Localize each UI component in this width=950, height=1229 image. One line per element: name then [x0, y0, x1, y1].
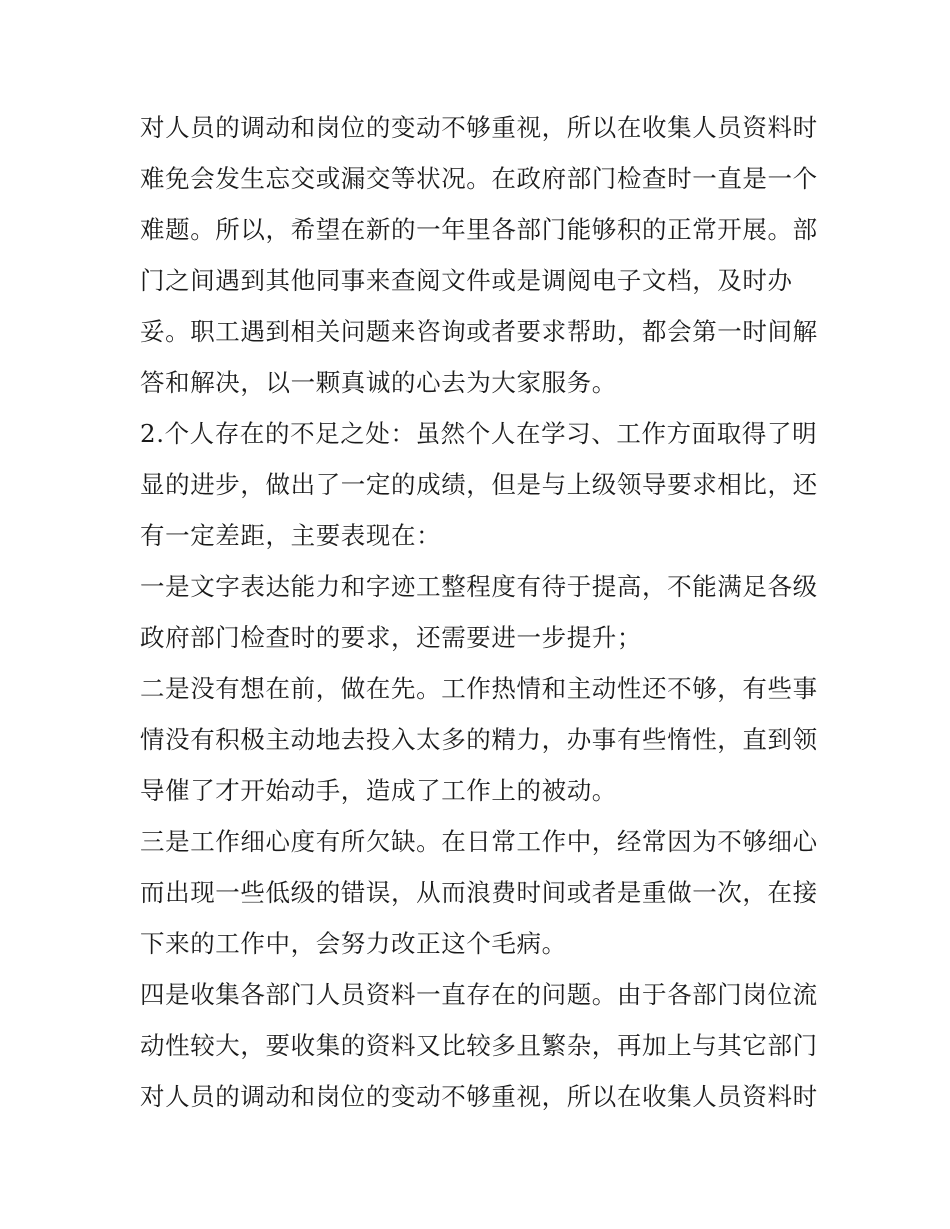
list-item-line: 四是收集各部门人员资料一直存在的问题。由于各部门岗位流	[140, 980, 818, 1009]
document-body	[140, 102, 820, 1122]
text-line: 情没有积极主动地去投入太多的精力，办事有些惰性，直到领	[140, 725, 818, 754]
list-item-line: 三是工作细心度有所欠缺。在日常工作中，经常因为不够细心	[140, 827, 818, 856]
text-line: 答和解决，以一颗真诚的心去为大家服务。	[140, 368, 617, 397]
text-line: 对人员的调动和岗位的变动不够重视，所以在收集人员资料时	[140, 1082, 818, 1111]
section-heading-line: 2.个人存在的不足之处：虽然个人在学习、工作方面取得了明	[140, 419, 818, 448]
text-line: 导催了才开始动手，造成了工作上的被动。	[140, 776, 617, 805]
text-line: 难免会发生忘交或漏交等状况。在政府部门检查时一直是一个	[140, 164, 818, 193]
text-line: 动性较大，要收集的资料又比较多且繁杂，再加上与其它部门	[140, 1031, 818, 1060]
text-line: 显的进步，做出了一定的成绩，但是与上级领导要求相比，还	[140, 470, 818, 499]
text-line: 下来的工作中，会努力改正这个毛病。	[140, 929, 567, 958]
text-line: 门之间遇到其他同事来查阅文件或是调阅电子文档，及时办	[140, 266, 793, 295]
text-line: 对人员的调动和岗位的变动不够重视，所以在收集人员资料时	[140, 113, 818, 142]
list-item-line: 一是文字表达能力和字迹工整程度有待于提高，不能满足各级	[140, 572, 818, 601]
text-line: 政府部门检查时的要求，还需要进一步提升；	[140, 623, 642, 652]
text-line: 而出现一些低级的错误，从而浪费时间或者是重做一次，在接	[140, 878, 818, 907]
text-line: 妥。职工遇到相关问题来咨询或者要求帮助，都会第一时间解	[140, 317, 818, 346]
text-line: 有一定差距，主要表现在：	[140, 521, 442, 550]
list-item-line: 二是没有想在前，做在先。工作热情和主动性还不够，有些事	[140, 674, 818, 703]
text-line: 难题。所以，希望在新的一年里各部门能够积的正常开展。部	[140, 215, 818, 244]
